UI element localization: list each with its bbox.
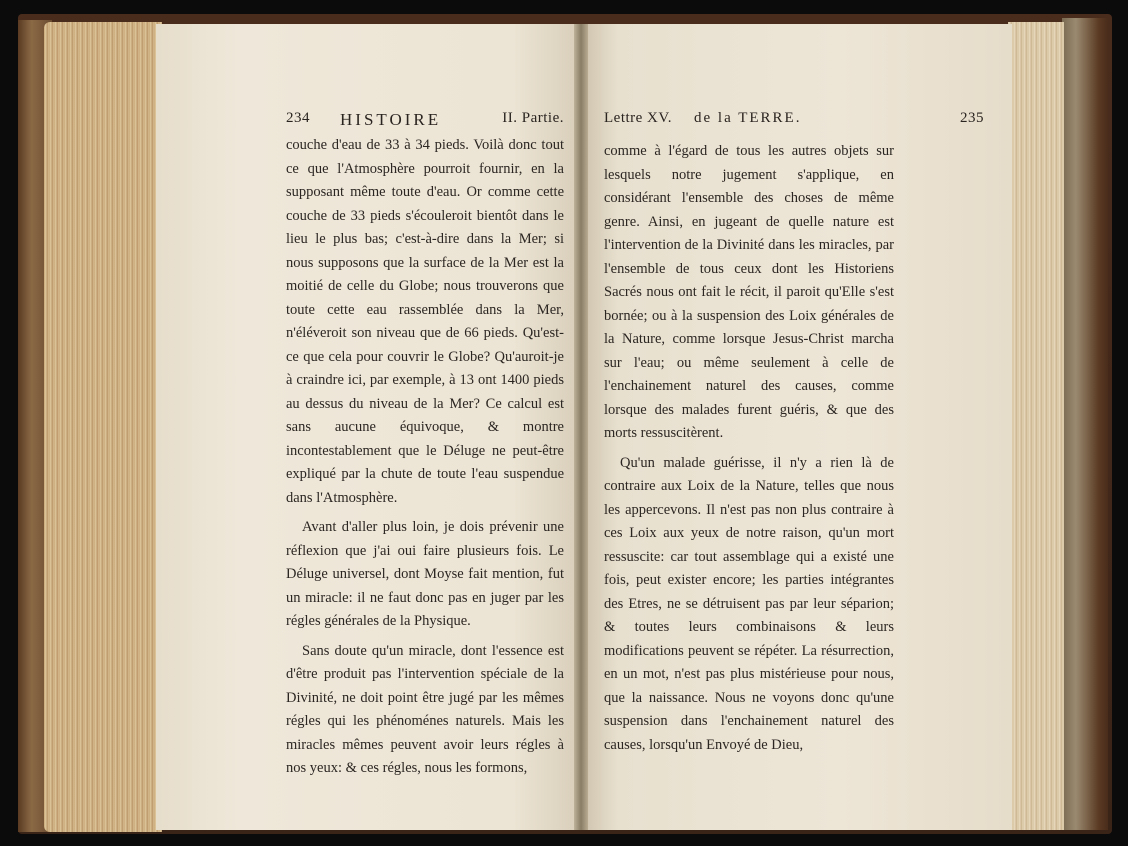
right-running-head bbox=[604, 110, 984, 132]
left-page-text bbox=[286, 134, 564, 781]
right-page-letter: Lettre XV. bbox=[604, 110, 673, 126]
left-paragraph-1: couche d'eau de 33 à 34 pieds. Voilà donc tout ce que l'Atmosphère pourroit fournir, en la supposant même toute d'eau. Or comme cette couche de 33 pieds s'écouleroit bientôt dans le lieu le plus bas; c'est-à-dire dans la Mer; si nous supposons que la surface de la Mer est la moitié de celle du Globe; nous trouverons que toute cette eau rassemblée dans la Mer, n'éléveroit son niveau que de 66 pieds. Qu'est-ce que cela pour couvrir le Globe? Qu'auroit-je à craindre ici, par exemple, à 13 ont 1400 pieds au dessus du niveau de la Mer? Ce calcul est sans aucune équivoque, & montre incontestablement que le Déluge ne peut-être expliqué par la chute de toute l'eau suspendue dans l'Atmosphère. bbox=[286, 137, 564, 506]
left-page-part: II. Partie. bbox=[502, 110, 564, 126]
right-paragraph-1: comme à l'égard de tous les autres objets sur lesquels notre jugement s'applique, en considérant l'ensemble des choses de même genre. Ainsi, en jugeant de quelle nature est l'intervention de la Divinité dans les miracles, par l'ensemble de tous ceux dont les Historiens Sacrés nous ont fait le récit, il paroit qu'Elle s'est bornée; ou à la suspension des Loix générales de la Nature, comme lorsque Jesus-Christ marcha sur l'eau; ou même seulement à celle de l'enchainement naturel des causes, comme lorsque des malades furent guéris, & que des morts ressuscitèrent. bbox=[604, 143, 894, 441]
right-page-number: 235 bbox=[960, 110, 984, 126]
right-paragraph-2: Qu'un malade guérisse, il n'y a rien là de contraire aux Loix de la Nature, telles que nous les appercevons. Il n'est pas non plus contraire à ces Loix aux yeux de notre raison, qu'un mort ressuscite: car tout assemblage qui a existé une fois, peut exister encore; les parties intégrantes des Etres, ne se détruisent pas par leur séparion; & toutes leurs combinaisons & leurs modifications peuvent se répéter. La résurrection, en un mot, n'est pas plus mistérieuse pour nous, que la naissance. Nous ne voyons donc qu'une suspension dans l'enchainement naturel des causes, lorsqu'un Envoyé de Dieu, bbox=[604, 454, 894, 753]
left-paragraph-3: Sans doute qu'un miracle, dont l'essence est d'être produit pas l'intervention spéciale de la Divinité, ne doit point être jugé par les mêmes régles qui les phénoménes naturels. Mais les miracles mêmes peuvent avoir leurs régles à nos yeux: & ces régles, nous les formons, bbox=[286, 642, 564, 776]
left-running-head bbox=[286, 110, 564, 132]
left-page-number: 234 bbox=[286, 110, 310, 126]
right-page-edges bbox=[1008, 22, 1064, 830]
right-board bbox=[1062, 18, 1108, 830]
book-gutter bbox=[574, 24, 588, 830]
left-page-edges bbox=[44, 22, 162, 832]
left-page-title: HISTOIRE bbox=[340, 110, 442, 129]
right-page-title: de la TERRE. bbox=[694, 110, 802, 126]
right-page-text bbox=[604, 140, 894, 757]
left-paragraph-2: Avant d'aller plus loin, je dois prévenir une réflexion que j'ai oui faire plusieurs fois. Le Déluge universel, dont Moyse fait mention, fut un miracle: il ne faut donc pas en juger par les régles générales de la Physique. bbox=[286, 519, 564, 629]
